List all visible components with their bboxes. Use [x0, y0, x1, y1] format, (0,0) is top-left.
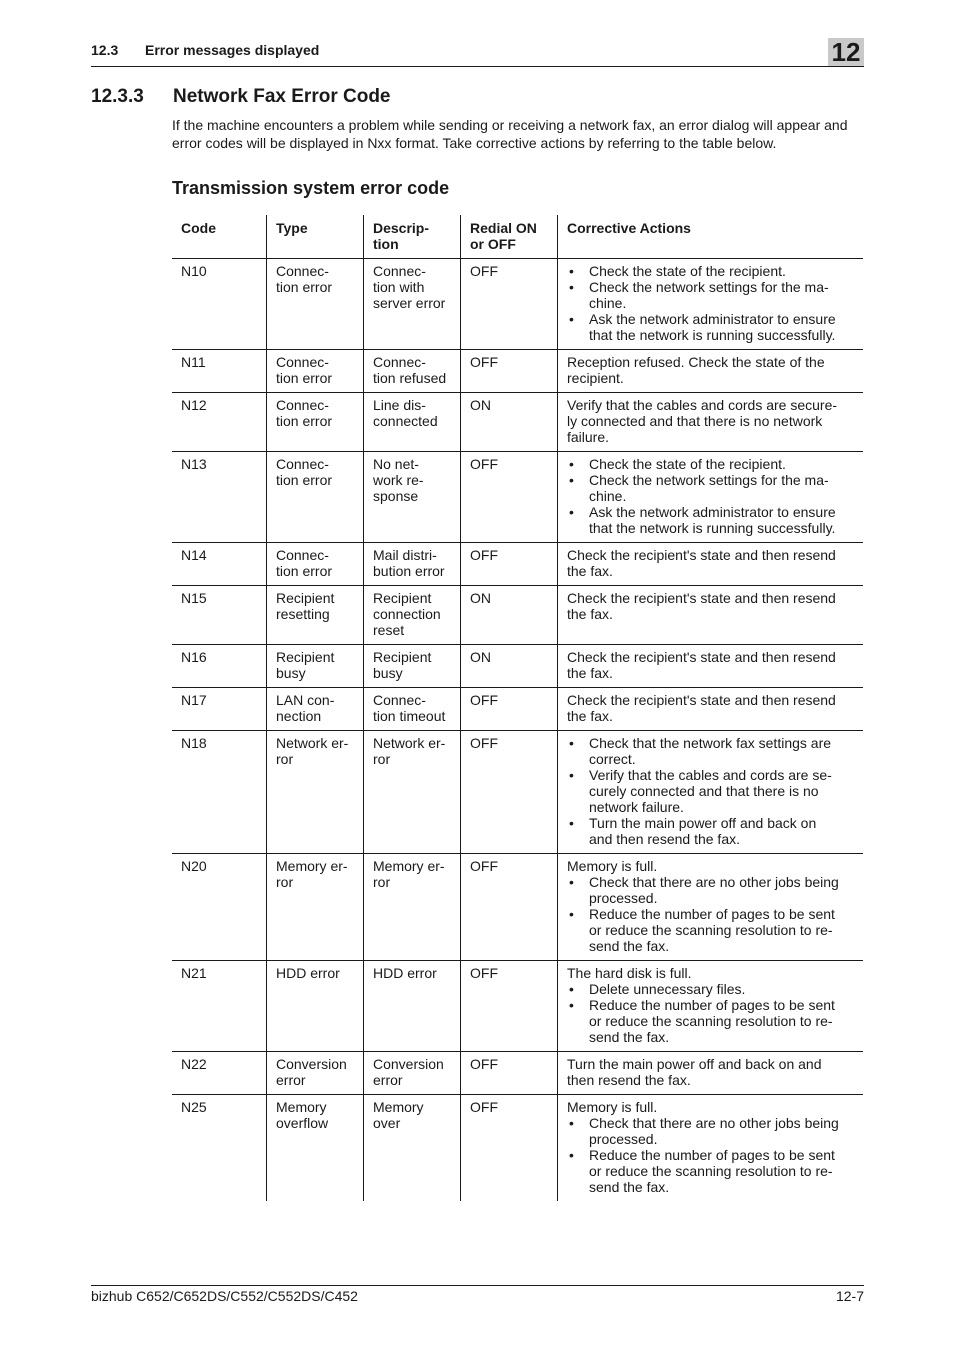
cell-corrective-actions	[558, 854, 864, 961]
action-bullet: • Verify that the cables and cords are se- curely connected and that there is no network failure.	[567, 767, 857, 815]
cell-type: Connec- tion error	[267, 259, 364, 350]
cell-corrective-actions	[558, 961, 864, 1052]
cell-description: Mail distri- bution error	[364, 543, 461, 586]
col-header-code: Code	[172, 215, 267, 259]
action-list	[567, 1115, 857, 1195]
action-bullet: • Check that the network fax settings are correct.	[567, 735, 857, 767]
cell-code: N11	[172, 350, 267, 393]
action-bullet: • Turn the main power off and back on and then resend the fax.	[567, 815, 857, 847]
table-row	[172, 1095, 863, 1202]
cell-corrective-actions	[558, 452, 864, 543]
action-list	[567, 874, 857, 954]
action-bullet: • Reduce the number of pages to be sent or reduce the scanning resolution to re- send the fax.	[567, 997, 857, 1045]
cell-code: N13	[172, 452, 267, 543]
cell-redial: OFF	[461, 350, 558, 393]
cell-redial: ON	[461, 393, 558, 452]
cell-description: No net- work re- sponse	[364, 452, 461, 543]
subheading: Transmission system error code	[172, 178, 450, 198]
cell-type: Connec- tion error	[267, 393, 364, 452]
header-section-title: Error messages displayed	[145, 42, 320, 58]
action-bullet: • Ask the network administrator to ensure that the network is running successfully.	[567, 504, 857, 536]
cell-redial: OFF	[461, 452, 558, 543]
cell-code: N14	[172, 543, 267, 586]
cell-type: Connec- tion error	[267, 543, 364, 586]
cell-corrective-actions	[558, 586, 864, 645]
action-text: Turn the main power off and back on and then resend the fax.	[567, 1056, 822, 1088]
cell-type: Connec- tion error	[267, 350, 364, 393]
table-row	[172, 259, 863, 350]
cell-description: Recipient connection reset	[364, 586, 461, 645]
table-row	[172, 350, 863, 393]
table-row	[172, 854, 863, 961]
action-text: Verify that the cables and cords are secure- ly connected and that there is no network failure.	[567, 397, 838, 445]
cell-corrective-actions	[558, 1052, 864, 1095]
cell-type: Network er- ror	[267, 731, 364, 854]
cell-description: Memory over	[364, 1095, 461, 1202]
action-text: Check the recipient's state and then resend the fax.	[567, 547, 836, 579]
header-section-number: 12.3	[91, 42, 119, 58]
table-row	[172, 393, 863, 452]
page-footer	[91, 1285, 864, 1308]
table-row	[172, 586, 863, 645]
cell-corrective-actions	[558, 543, 864, 586]
table-row	[172, 1052, 863, 1095]
cell-code: N16	[172, 645, 267, 688]
action-text: Check the recipient's state and then resend the fax.	[567, 649, 836, 681]
col-header-redial: Redial ON or OFF	[461, 215, 558, 259]
action-text: Check the recipient's state and then resend the fax.	[567, 692, 836, 724]
cell-corrective-actions	[558, 645, 864, 688]
action-bullet: • Check that there are no other jobs being processed.	[567, 1115, 857, 1147]
cell-corrective-actions	[558, 1095, 864, 1202]
cell-redial: OFF	[461, 1052, 558, 1095]
action-text: Check the recipient's state and then resend the fax.	[567, 590, 836, 622]
cell-code: N25	[181, 1099, 207, 1115]
cell-type: Conversion error	[267, 1052, 364, 1095]
col-header-description: Descrip- tion	[364, 215, 461, 259]
cell-description: Connec- tion timeout	[364, 688, 461, 731]
cell-corrective-actions	[558, 259, 864, 350]
action-bullet: • Delete unnecessary files.	[567, 981, 857, 997]
action-bullet: • Reduce the number of pages to be sent or reduce the scanning resolution to re- send the fax.	[567, 1147, 857, 1195]
action-bullet: • Check the network settings for the ma- chine.	[567, 472, 857, 504]
cell-type: Recipient busy	[267, 645, 364, 688]
intro-paragraph: If the machine encounters a problem while sending or receiving a network fax, an error dialog will appear and error codes will be displayed in Nxx format. Take corrective actions by referring to the table below.	[172, 117, 848, 151]
action-text: The hard disk is full.	[567, 965, 692, 981]
cell-description: Conversion error	[364, 1052, 461, 1095]
col-header-type: Type	[267, 215, 364, 259]
heading-number: 12.3.3	[91, 86, 144, 107]
cell-code: N21	[172, 961, 267, 1052]
cell-type: HDD error	[267, 961, 364, 1052]
cell-code: N22	[172, 1052, 267, 1095]
cell-code: N18	[172, 731, 267, 854]
cell-redial: OFF	[461, 259, 558, 350]
cell-redial: ON	[461, 586, 558, 645]
cell-description: Recipient busy	[364, 645, 461, 688]
cell-corrective-actions	[558, 350, 864, 393]
cell-corrective-actions	[558, 393, 864, 452]
error-code-table	[172, 215, 863, 1201]
action-list	[567, 735, 857, 847]
cell-type: Recipient resetting	[267, 586, 364, 645]
table-row	[172, 961, 863, 1052]
cell-code: N12	[172, 393, 267, 452]
cell-redial: OFF	[461, 854, 558, 961]
cell-redial: OFF	[461, 731, 558, 854]
cell-description: Connec- tion with server error	[364, 259, 461, 350]
cell-redial: OFF	[461, 1095, 558, 1202]
table-row	[172, 688, 863, 731]
cell-description: Connec- tion refused	[364, 350, 461, 393]
footer-model: bizhub C652/C652DS/C552/C552DS/C452	[91, 1288, 358, 1304]
cell-redial: ON	[461, 645, 558, 688]
cell-corrective-actions	[558, 688, 864, 731]
cell-description: Network er- ror	[364, 731, 461, 854]
action-bullet: • Check that there are no other jobs being processed.	[567, 874, 857, 906]
cell-description: Line dis- connected	[364, 393, 461, 452]
cell-type: LAN con- nection	[267, 688, 364, 731]
table-row	[172, 543, 863, 586]
action-text: Memory is full.	[567, 858, 658, 874]
cell-description: HDD error	[364, 961, 461, 1052]
cell-type: Memory er- ror	[267, 854, 364, 961]
action-list	[567, 263, 857, 343]
cell-redial: OFF	[461, 688, 558, 731]
cell-description: Memory er- ror	[364, 854, 461, 961]
action-text: Reception refused. Check the state of the recipient.	[567, 354, 825, 386]
cell-redial: OFF	[461, 543, 558, 586]
table-row	[172, 731, 863, 854]
cell-code: N20	[172, 854, 267, 961]
col-header-actions: Corrective Actions	[558, 215, 864, 259]
cell-code: N17	[172, 688, 267, 731]
action-text: Memory is full.	[567, 1099, 658, 1115]
page-header	[91, 37, 864, 67]
action-bullet: • Ask the network administrator to ensure that the network is running successfully.	[567, 311, 857, 343]
action-bullet: • Check the state of the recipient.	[567, 456, 857, 472]
action-bullet: • Reduce the number of pages to be sent or reduce the scanning resolution to re- send the fax.	[567, 906, 857, 954]
heading-title: Network Fax Error Code	[173, 86, 391, 107]
chapter-number-badge: 12	[828, 38, 864, 66]
action-list	[567, 981, 857, 1045]
cell-redial: OFF	[461, 961, 558, 1052]
table-header-row	[172, 215, 863, 259]
action-bullet: • Check the state of the recipient.	[567, 263, 857, 279]
cell-corrective-actions	[558, 731, 864, 854]
table-row	[172, 645, 863, 688]
table-row	[172, 452, 863, 543]
cell-code: N10	[172, 259, 267, 350]
cell-type: Memory overflow	[267, 1095, 364, 1202]
section-heading	[91, 86, 391, 108]
action-list	[567, 456, 857, 536]
action-bullet: • Check the network settings for the ma- chine.	[567, 279, 857, 311]
cell-type: Connec- tion error	[267, 452, 364, 543]
footer-page-number: 12-7	[835, 1288, 864, 1304]
cell-code: N15	[172, 586, 267, 645]
